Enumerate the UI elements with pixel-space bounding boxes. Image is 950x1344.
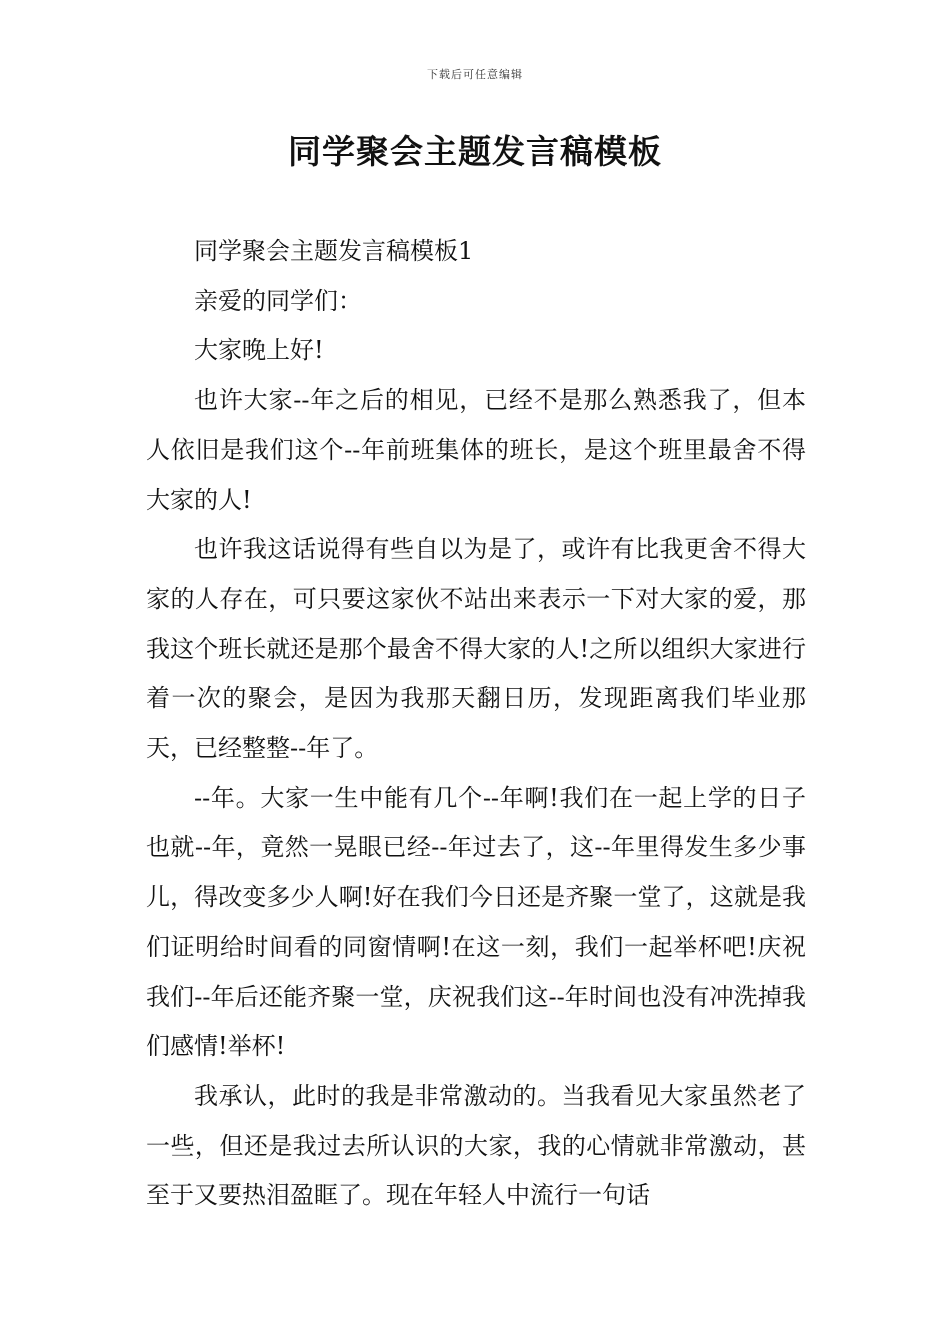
document-body bbox=[146, 227, 806, 1221]
section-heading: 同学聚会主题发言稿模板1 bbox=[194, 237, 474, 265]
paragraph: 也许大家--年之后的相见，已经不是那么熟悉我了，但本人依旧是我们这个--年前班集体的班长，是这个班里最舍不得大家的人! bbox=[146, 386, 806, 514]
paragraph: --年。大家一生中能有几个--年啊!我们在一起上学的日子也就--年，竟然一晃眼已经--年过去了，这--年里得发生多少事儿，得改变多少人啊!好在我们今日还是齐聚一堂了，这就是我们证明给时间看的同窗情啊!在这一刻，我们一起举杯吧!庆祝我们--年后还能齐聚一堂，庆祝我们这--年时间也没有冲洗掉我们感情!举杯! bbox=[146, 783, 806, 1061]
greeting: 大家晚上好! bbox=[194, 336, 324, 365]
header-note: 下载后可任意编辑 bbox=[427, 68, 523, 81]
paragraph: 我承认，此时的我是非常激动的。当我看见大家虽然老了一些，但还是我过去所认识的大家，我的心情就非常激动，甚至于又要热泪盈眶了。现在年轻人中流行一句话 bbox=[146, 1081, 806, 1210]
document-title: 同学聚会主题发言稿模板 bbox=[288, 132, 662, 171]
paragraph: 也许我这话说得有些自以为是了，或许有比我更舍不得大家的人存在，可只要这家伙不站出来表示一下对大家的爱，那我这个班长就还是那个最舍不得大家的人!之所以组织大家进行着一次的聚会，是因为我那天翻日历，发现距离我们毕业那天，已经整整--年了。 bbox=[146, 535, 806, 763]
salutation: 亲爱的同学们： bbox=[194, 286, 362, 315]
